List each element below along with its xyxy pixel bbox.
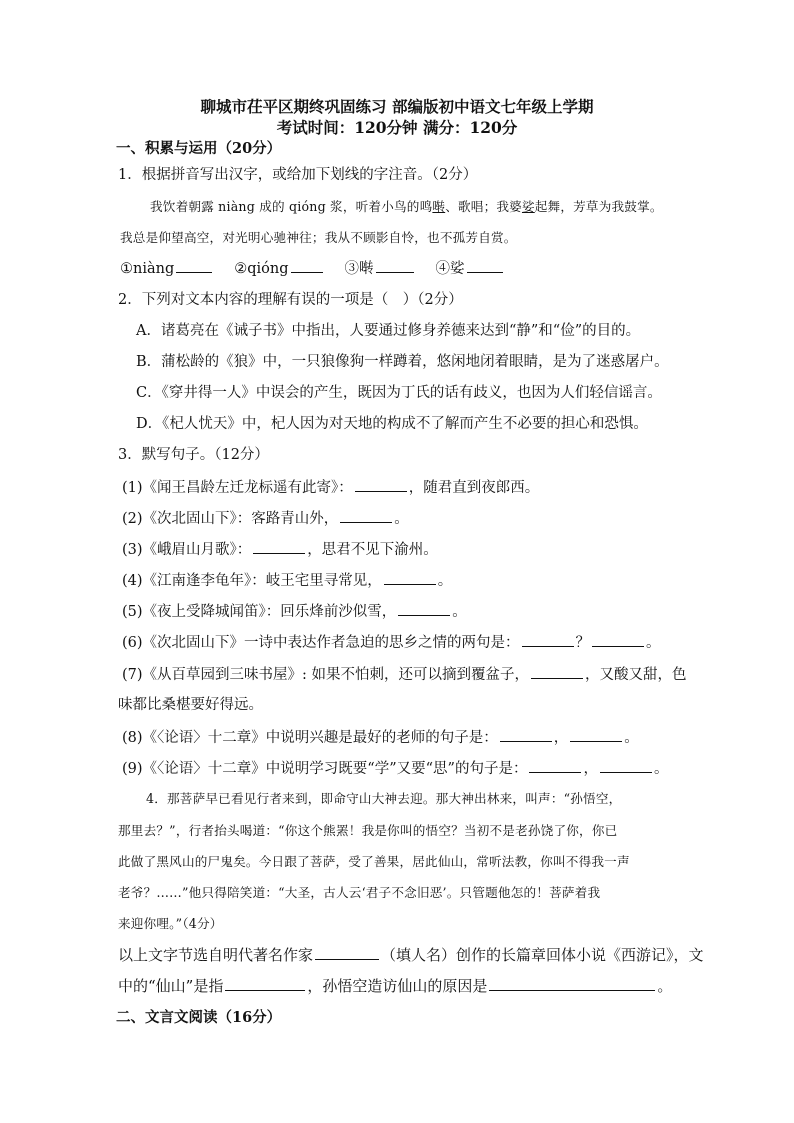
- question-3-item-8: (8)《〈论语〉十二章》中说明兴趣是最好的老师的句子是： ， 。: [122, 727, 639, 748]
- answer-blank[interactable]: [467, 258, 503, 273]
- answer-blank[interactable]: [376, 258, 414, 273]
- answer-blank[interactable]: [176, 258, 212, 273]
- fill-blank[interactable]: [500, 727, 552, 742]
- answer-2: ②qióng: [234, 258, 324, 279]
- question-3-item-7: (7)《从百草园到三味书屋》: 如果不怕刺，还可以摘到覆盆子， ，又酸又甜，色: [122, 664, 687, 685]
- fill-blank[interactable]: [315, 945, 379, 960]
- fill-blank[interactable]: [384, 570, 436, 585]
- passage-text: 、歌唱；我婆: [445, 199, 522, 214]
- answer-3: ③啭: [345, 258, 416, 279]
- question-2-stem: 2．下列对文本内容的理解有误的一项是（ ）（2分）: [118, 292, 463, 308]
- question-2-option-c: C．《穿井得一人》中误会的产生，既因为丁氏的话有歧义，也因为人们轻信谣言。: [136, 385, 662, 401]
- fill-blank[interactable]: [522, 632, 574, 647]
- exam-title: 聊城市茌平区期终巩固练习 部编版初中语文七年级上学期: [200, 97, 594, 116]
- fill-blank[interactable]: [592, 632, 644, 647]
- fill-blank[interactable]: [570, 727, 622, 742]
- question-4-task-line-1: 以上文字节选自明代著名作家 （填人名）创作的长篇章回体小说《西游记》，文: [118, 946, 704, 964]
- fill-blank[interactable]: [340, 508, 392, 523]
- question-3-item-7-cont: 味都比桑椹要好得远。: [118, 697, 263, 713]
- question-3-item-5: (5)《夜上受降城闻笛》：回乐烽前沙似雪， 。: [122, 601, 467, 622]
- question-2-option-a: A．诸葛亮在《诫子书》中指出，人要通过修身养德来达到“静”和“俭”的目的。: [136, 323, 641, 339]
- question-3-item-6: (6)《次北固山下》一诗中表达作者急迫的思乡之情的两句是： ？ 。: [122, 632, 661, 653]
- question-1-passage-line-2: 我总是仰望高空，对光明心驰神往；我从不顾影自怜，也不孤芳自赏。: [120, 230, 517, 245]
- underlined-char-1: 啭: [432, 199, 446, 214]
- question-4-passage-line-2: 那里去？”，行者抬头喝道：“你这个熊罴！我是你叫的悟空？当初不是老孙饶了你，你已: [118, 823, 618, 838]
- fill-blank[interactable]: [398, 601, 450, 616]
- fill-blank[interactable]: [225, 976, 305, 991]
- question-1-stem: 1．根据拼音写出汉字，或给加下划线的字注音。（2分）: [118, 167, 478, 183]
- question-4-passage-line-4: 老爷？……”他只得陪笑道：“大圣，古人云‘君子不念旧恶’。只管题他怎的！菩萨着我: [118, 885, 601, 900]
- fill-blank[interactable]: [489, 976, 655, 991]
- question-4-passage-line-5: 来迎你哩。”（4分）: [118, 916, 223, 931]
- answer-1: ①niàng: [120, 258, 214, 279]
- question-4-passage-line-3: 此做了黑风山的尸鬼矣。今日跟了菩萨，受了善果，居此仙山，常听法教，你叫不得我一声: [118, 854, 630, 869]
- question-2-option-d: D．《杞人忧天》中，杞人因为对天地的构成不了解而产生不必要的担心和恐惧。: [136, 416, 648, 432]
- passage-text: 起舞，芳草为我鼓掌。: [534, 199, 663, 214]
- section-heading-2: 二、文言文阅读（16分）: [116, 1009, 282, 1026]
- question-3-stem: 3．默写句子。（12分）: [118, 447, 269, 463]
- answer-blank[interactable]: [291, 258, 323, 273]
- question-4-passage-line-1: 4．那菩萨早已看见行者来到，即命守山大神去迎。那大神出林来，叫声：“孙悟空，: [146, 791, 622, 806]
- fill-blank[interactable]: [253, 539, 305, 554]
- question-4-task-line-2: 中的“仙山”是指 ，孙悟空造访仙山的原因是 。: [118, 977, 673, 995]
- question-3-item-9: (9)《〈论语〉十二章》中说明学习既要“学”又要“思”的句子是： ， 。: [122, 758, 668, 779]
- exam-subtitle: 考试时间：120分钟 满分：120分: [276, 118, 518, 137]
- fill-blank[interactable]: [355, 477, 407, 492]
- answer-4: ④娑: [436, 258, 505, 279]
- fill-blank[interactable]: [529, 758, 581, 773]
- question-1-answer-row: [120, 258, 505, 279]
- question-3-item-2: (2)《次北固山下》：客路青山外， 。: [122, 508, 409, 529]
- question-2-option-b: B．蒲松龄的《狼》中，一只狼像狗一样蹲着，悠闲地闭着眼睛，是为了迷惑屠户。: [136, 354, 669, 370]
- fill-blank[interactable]: [531, 664, 583, 679]
- question-3-item-1: (1)《闻王昌龄左迁龙标遥有此寄》： ，随君直到夜郎西。: [122, 477, 539, 498]
- question-1-passage-line-1: [150, 197, 663, 217]
- question-3-item-4: (4)《江南逢李龟年》：岐王宅里寻常见， 。: [122, 570, 452, 591]
- section-heading-1: 一、积累与运用（20分）: [116, 140, 282, 157]
- underlined-char-2: 娑: [521, 199, 535, 214]
- fill-blank[interactable]: [600, 758, 652, 773]
- question-3-item-3: (3)《峨眉山月歌》： ，思君不见下渝州。: [122, 539, 438, 560]
- passage-text: 我饮着朝露 niàng 成的 qióng 浆，听着小鸟的鸣: [150, 199, 433, 214]
